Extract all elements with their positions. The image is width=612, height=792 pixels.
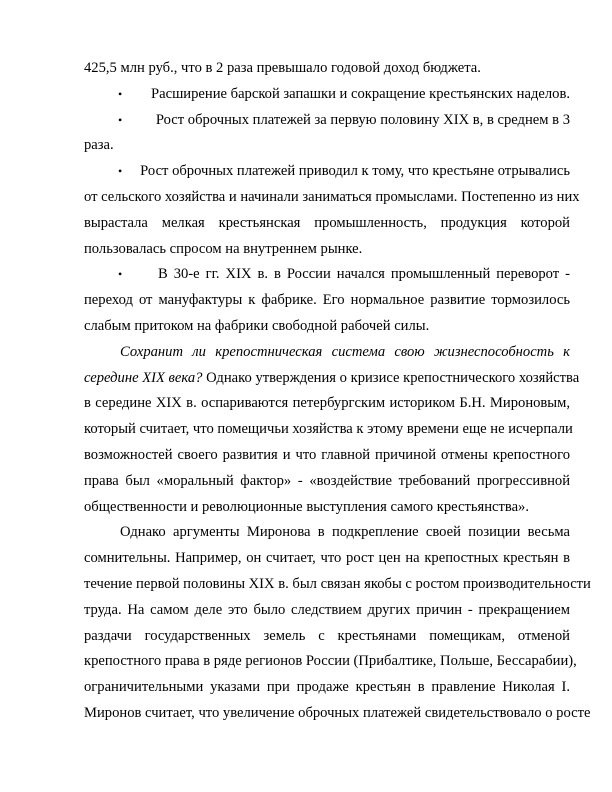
bullet-text: Рост оброчных платежей приводил к тому, что крестьяне отрывались [140,163,570,180]
bullet-item [84,159,570,185]
text-line: переход от мануфактуры к фабрике. Его нормальное развитие тормозилось [84,292,570,309]
bullet-icon: • [118,164,123,179]
document-page [84,56,591,727]
bullet-icon: • [118,86,123,101]
text-line: возможностей своего развития и что главной причиной отмены крепостного [84,446,570,463]
text-line: крепостного права в ряде регионов России (Прибалтике, Польше, Бессарабии), [84,653,577,670]
text-line [84,366,580,392]
text-line: труда. На самом деле это было следствием других причин - прекращением [84,601,570,618]
italic-question-end: середине XIX века? [84,369,203,386]
text-line: права был «моральный фактор» - «воздействие требований прогрессивной [84,472,570,489]
text-line: течение первой половины XIX в. был связан якобы с ростом производительности [84,575,591,592]
text-line: который считает, что помещичьи хозяйства к этому времени еще не исчерпали [84,421,573,438]
bullet-item [84,82,570,108]
text-line: общественности и революционные выступления самого крестьянства». [84,498,529,515]
text-line: ограничительными указами при продаже крестьян в правление Николая I. [84,679,570,696]
bullet-icon: • [118,112,123,127]
text-line: раздачи государственных земель с крестьянами помещикам, отменой [84,627,570,644]
bullet-text: Рост оброчных платежей за первую половину XIX в, в среднем в 3 [155,111,570,128]
text-line: сомнительны. Например, он считает, что рост цен на крепостных крестьян в [84,550,570,567]
bullet-text: В 30-е гг. XIX в. в России начался промышленный переворот - [158,266,570,283]
text-line: в середине XIX в. оспариваются петербургским историком Б.Н. Мироновым, [84,395,570,412]
text-line: Миронов считает, что увеличение оброчных платежей свидетельствовало о росте [84,704,591,721]
text-line: от сельского хозяйства и начинали заниматься промыслами. Постепенно из них [84,188,580,205]
bullet-item [84,262,570,288]
bullet-text: Расширение барской запашки и сокращение крестьянских наделов. [151,85,570,102]
text-line: раза. [84,137,114,154]
bullet-item [84,108,570,134]
bullet-icon: • [118,267,123,282]
text-line: вырастала мелкая крестьянская промышленность, продукция которой [84,214,570,231]
text-span: Однако утверждения о кризисе крепостнического хозяйства [202,369,580,386]
text-line: пользовалась спросом на внутреннем рынке. [84,240,363,257]
italic-question-line: Сохранит ли крепостническая система свою жизнеспособность к [120,343,570,360]
text-line: слабым притоком на фабрики свободной рабочей силы. [84,317,430,334]
text-line: 425,5 млн руб., что в 2 раза превышало годовой доход бюджета. [84,60,481,76]
text-line: Однако аргументы Миронова в подкрепление своей позиции весьма [120,524,570,541]
